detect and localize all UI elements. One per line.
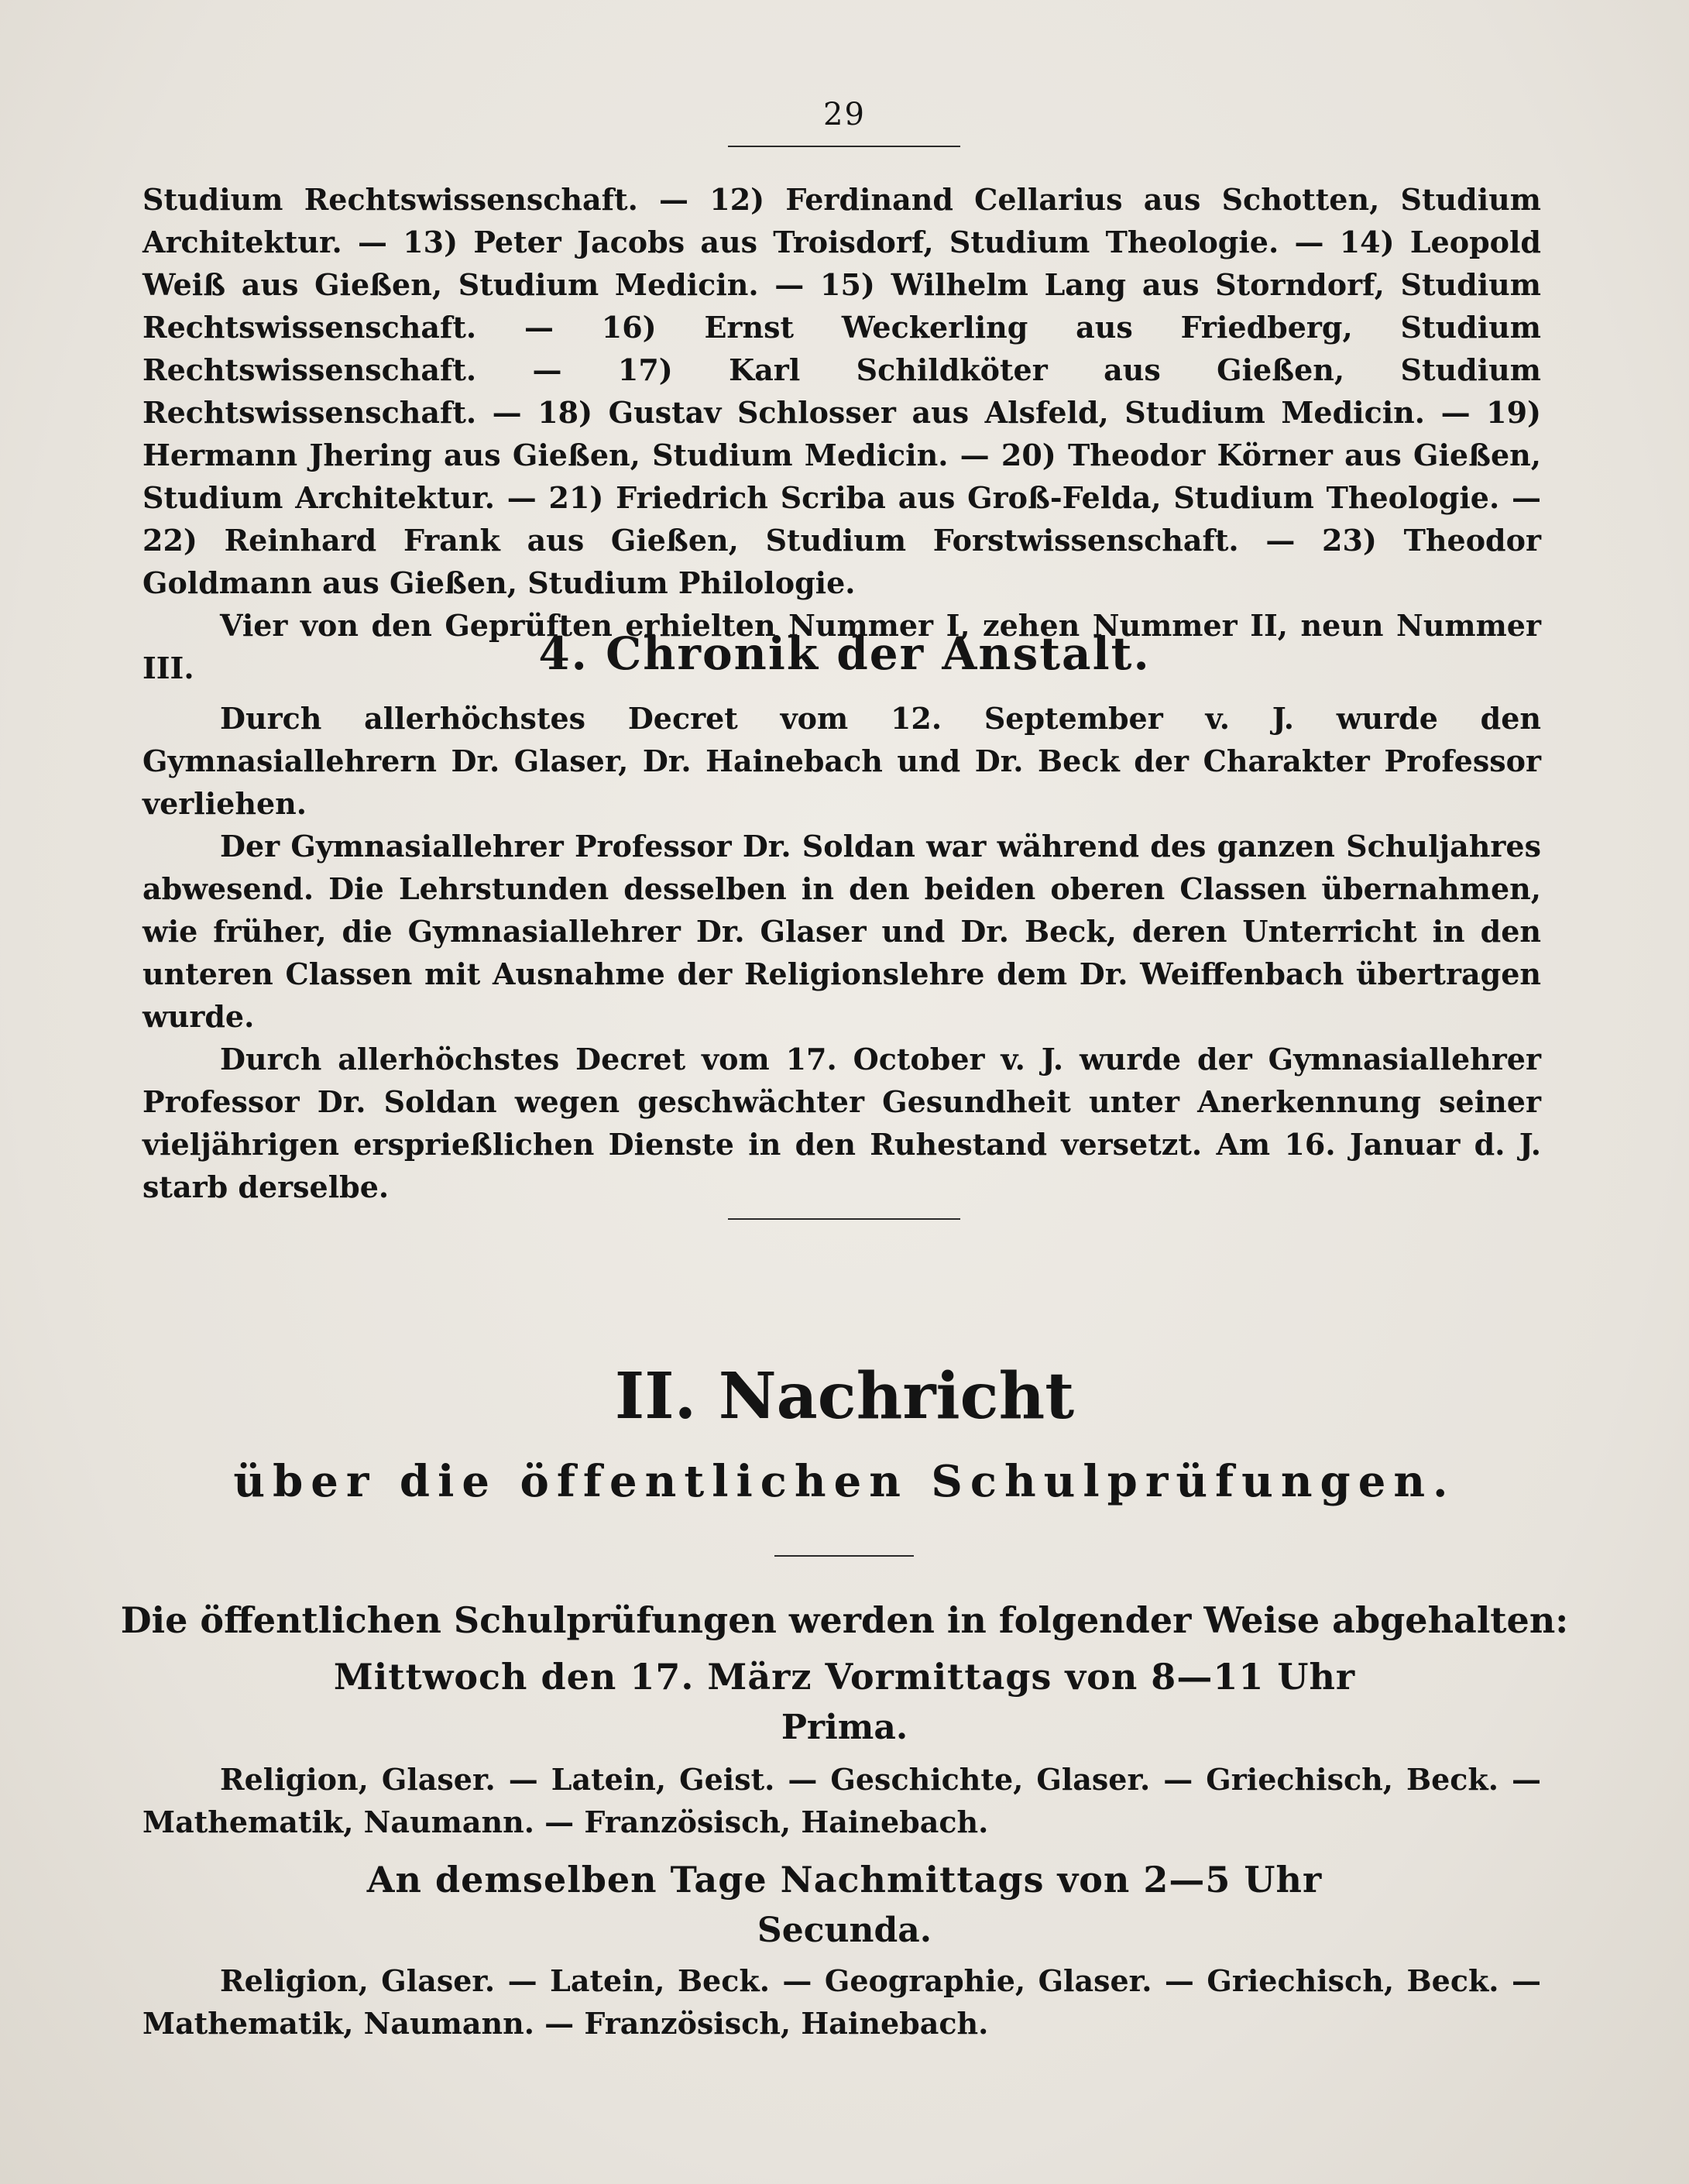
session-1-subjects: Religion, Glaser. — Latein, Geist. — Geschichte, Glaser. — Griechisch, Beck. — Mathematik, Naumann. — Französisch, Hainebach.: [142, 1762, 1541, 1839]
section-two-title: II. Nachricht: [614, 1359, 1075, 1434]
session-2-subjects-block: [142, 1959, 1541, 2045]
chronik-paragraph-1: Durch allerhöchstes Decret vom 12. September v. J. wurde den Gymnasiallehrern Dr. Glaser, Dr. Hainebach und Dr. Beck der Charakter Professor verliehen.: [142, 701, 1541, 821]
section-two-subtitle: über die öffentlichen Schulprüfungen.: [233, 1456, 1456, 1507]
session-1-time: Mittwoch den 17. März Vormittags von 8—11 Uhr: [333, 1656, 1356, 1698]
header-rule: [728, 146, 960, 147]
session-1-class: Prima.: [781, 1708, 908, 1747]
subtitle-rule: [774, 1555, 914, 1557]
chronik-paragraph-2: Der Gymnasiallehrer Professor Dr. Soldan war während des ganzen Schuljahres abwesend. Die Lehrstunden desselben in den beiden oberen Classen übernahmen, wie früher, die Gymnasiallehrer Dr. Glaser und Dr. Beck, deren Unterricht in den unteren Classen mit Ausnahme der Religionslehre dem Dr. Weiffenbach übertragen wurde.: [142, 829, 1541, 1034]
chronik-paragraph-3: Durch allerhöchstes Decret vom 17. October v. J. wurde der Gymnasiallehrer Professor Dr. Soldan wegen geschwächter Gesundheit unter Anerkennung seiner vieljährigen ersprießlichen Dienste in den Ruhestand versetzt. Am 16. Januar d. J. starb derselbe.: [142, 1042, 1541, 1204]
chronik-section: [142, 697, 1541, 1208]
session-1-subjects-block: [142, 1758, 1541, 1843]
page-number: 29: [823, 97, 866, 132]
session-2-time: An demselben Tage Nachmittags von 2—5 Uhr: [366, 1859, 1323, 1901]
session-2-subjects: Religion, Glaser. — Latein, Beck. — Geographie, Glaser. — Griechisch, Beck. — Mathematik, Naumann. — Französisch, Hainebach.: [142, 1963, 1541, 2041]
results-section: [142, 178, 1541, 689]
results-summary: Vier von den Geprüften erhielten Nummer I, zehen Nummer II, neun Nummer III.: [142, 608, 1541, 685]
chronik-heading: 4. Chronik der Anstalt.: [538, 627, 1151, 680]
section-divider: [728, 1218, 960, 1220]
exam-intro: Die öffentlichen Schulprüfungen werden in folgender Weise abgehalten:: [120, 1599, 1569, 1641]
results-paragraph: Studium Rechtswissenschaft. — 12) Ferdinand Cellarius aus Schotten, Studium Architektur. — 13) Peter Jacobs aus Troisdorf, Studium Theologie. — 14) Leopold Weiß aus Gießen, Studium Medicin. — 15) Wilhelm Lang aus Storndorf, Studium Rechtswissenschaft. — 16) Ernst Weckerling aus Friedberg, Studium Rechtswissenschaft. — 17) Karl Schildköter aus Gießen, Studium Rechtswissenschaft. — 18) Gustav Schlosser aus Alsfeld, Studium Medicin. — 19) Hermann Jhering aus Gießen, Studium Medicin. — 20) Theodor Körner aus Gießen, Studium Architektur. — 21) Friedrich Scriba aus Groß-Felda, Studium Theologie. — 22) Reinhard Frank aus Gießen, Studium Forstwissenschaft. — 23) Theodor Goldmann aus Gießen, Studium Philologie.: [142, 182, 1541, 600]
session-2-class: Secunda.: [757, 1911, 932, 1950]
